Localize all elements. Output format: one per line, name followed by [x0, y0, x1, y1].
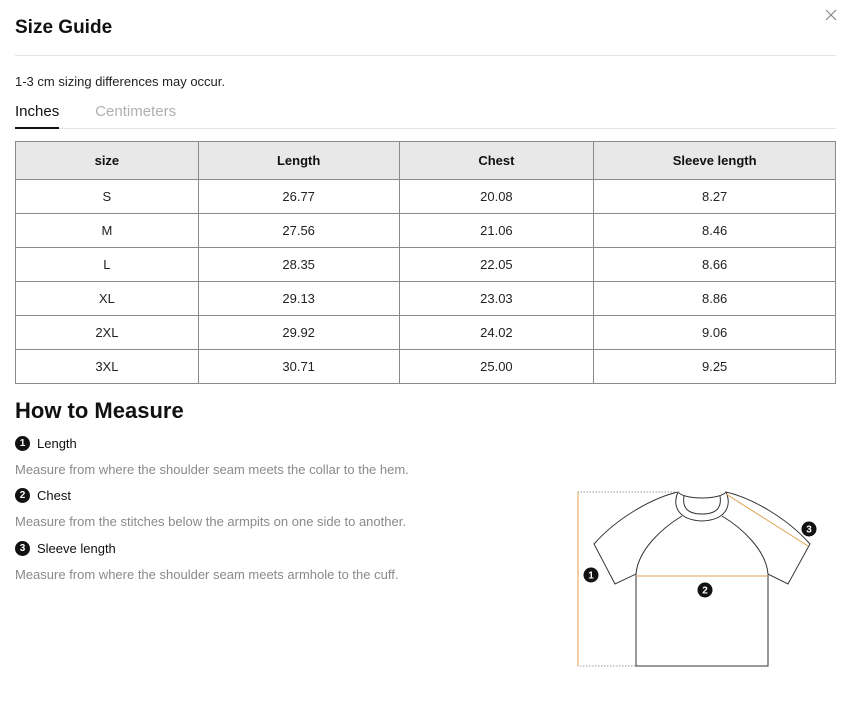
marker-2 [698, 583, 713, 598]
measure-item-sleeve-length [15, 541, 116, 556]
table-row [16, 248, 836, 282]
cell-chest: 22.05 [399, 248, 594, 282]
cell-size: L [16, 248, 199, 282]
measure-item-chest [15, 488, 71, 503]
cell-chest: 23.03 [399, 282, 594, 316]
number-badge: 1 [15, 436, 30, 451]
cell-length: 28.35 [198, 248, 399, 282]
cell-sleeve-length: 8.46 [594, 214, 836, 248]
column-header-sleeve-length: Sleeve length [594, 142, 836, 180]
cell-sleeve-length: 8.27 [594, 180, 836, 214]
tab-centimeters[interactable]: Centimeters [95, 103, 177, 120]
modal-header [15, 16, 836, 56]
table-row [16, 180, 836, 214]
column-header-size: size [16, 142, 199, 180]
column-header-length: Length [198, 142, 399, 180]
cell-chest: 20.08 [399, 180, 594, 214]
measure-description: Measure from the stitches below the armpits on one side to another. [15, 514, 406, 529]
marker-1-label: 1 [588, 570, 594, 582]
cell-size: M [16, 214, 199, 248]
marker-3-label: 3 [806, 524, 812, 536]
tab-inches[interactable]: Inches [15, 100, 59, 129]
cell-size: XL [16, 282, 199, 316]
measure-label: Length [37, 436, 77, 451]
table-header-row [16, 142, 836, 180]
marker-2-label: 2 [702, 585, 708, 597]
marker-3 [802, 522, 817, 537]
column-header-chest: Chest [399, 142, 594, 180]
cell-sleeve-length: 9.25 [594, 350, 836, 384]
measure-item-length [15, 436, 77, 451]
cell-size: S [16, 180, 199, 214]
close-button[interactable] [820, 4, 842, 26]
number-badge: 2 [15, 488, 30, 503]
cell-length: 27.56 [198, 214, 399, 248]
table-row [16, 214, 836, 248]
measure-label: Chest [37, 488, 71, 503]
cell-length: 29.92 [198, 316, 399, 350]
number-badge: 3 [15, 541, 30, 556]
table-row [16, 350, 836, 384]
cell-chest: 24.02 [399, 316, 594, 350]
cell-chest: 21.06 [399, 214, 594, 248]
tshirt-diagram [572, 488, 820, 672]
measure-label: Sleeve length [37, 541, 116, 556]
unit-tabs [15, 100, 836, 129]
cell-size: 3XL [16, 350, 199, 384]
measure-description: Measure from where the shoulder seam meets armhole to the cuff. [15, 567, 399, 582]
cell-length: 26.77 [198, 180, 399, 214]
table-row [16, 316, 836, 350]
modal-title: Size Guide [15, 17, 113, 38]
cell-sleeve-length: 8.86 [594, 282, 836, 316]
sizing-note: 1-3 cm sizing differences may occur. [15, 74, 226, 89]
cell-size: 2XL [16, 316, 199, 350]
marker-1 [584, 568, 599, 583]
cell-sleeve-length: 8.66 [594, 248, 836, 282]
cell-length: 30.71 [198, 350, 399, 384]
cell-sleeve-length: 9.06 [594, 316, 836, 350]
size-table [15, 141, 836, 384]
cell-chest: 25.00 [399, 350, 594, 384]
close-icon [825, 9, 837, 21]
measure-description: Measure from where the shoulder seam meets the collar to the hem. [15, 462, 409, 477]
how-to-measure-title: How to Measure [15, 398, 184, 423]
table-row [16, 282, 836, 316]
tshirt-outline [594, 492, 810, 666]
cell-length: 29.13 [198, 282, 399, 316]
